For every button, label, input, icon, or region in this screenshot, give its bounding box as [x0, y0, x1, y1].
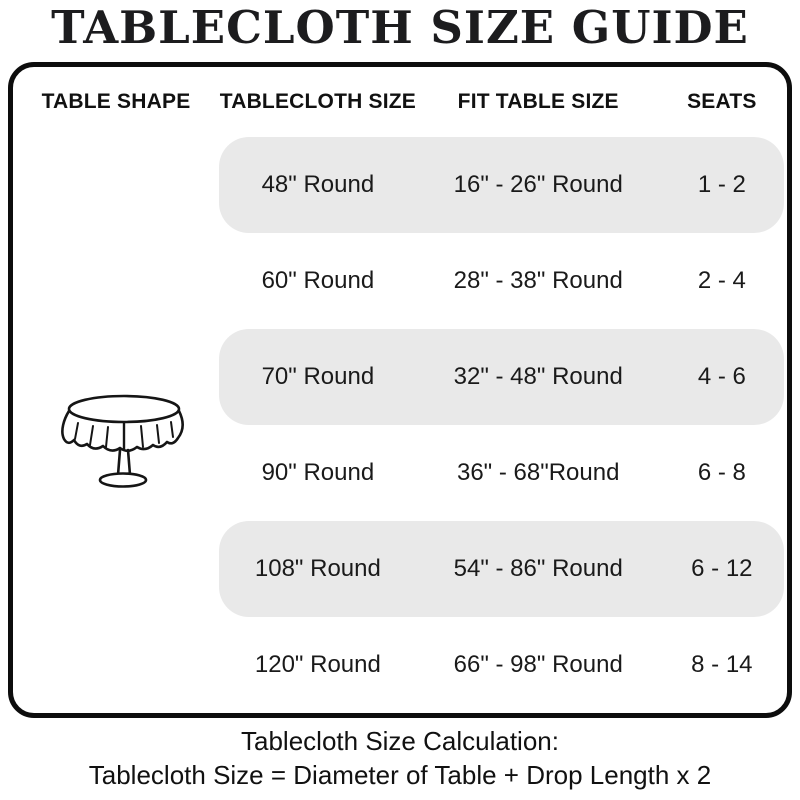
- fit-table-size-value: 28" - 38" Round: [453, 267, 623, 294]
- shape-cell: [13, 617, 219, 713]
- seats-value: 2 - 4: [697, 267, 746, 294]
- tablecloth-size-value: 90" Round: [261, 459, 375, 486]
- header-tablecloth-size: TABLECLOTH SIZE: [219, 90, 416, 113]
- seats-value: 6 - 8: [697, 459, 746, 486]
- header-seats: SEATS: [687, 90, 757, 113]
- row-band: [219, 329, 784, 425]
- seats-value: 1 - 2: [697, 171, 746, 198]
- fit-table-size-value: 54" - 86" Round: [453, 555, 623, 582]
- round-table-illustration: [57, 393, 193, 495]
- table-row: [13, 617, 787, 713]
- table-header-row: [13, 67, 787, 137]
- row-band: [219, 233, 784, 329]
- header-fit-table-size: FIT TABLE SIZE: [457, 90, 619, 113]
- tablecloth-size-value: 60" Round: [261, 267, 375, 294]
- size-table-panel: [8, 62, 792, 718]
- row-band: [219, 137, 784, 233]
- tablecloth-size-value: 48" Round: [261, 171, 375, 198]
- table-row: [13, 233, 787, 329]
- calculation-formula: Tablecloth Size = Diameter of Table + Drop Length x 2: [88, 760, 712, 790]
- seats-value: 8 - 14: [691, 651, 753, 678]
- table-row: [13, 137, 787, 233]
- fit-table-size-value: 66" - 98" Round: [453, 651, 623, 678]
- row-band: [219, 521, 784, 617]
- tablecloth-size-value: 108" Round: [254, 555, 381, 582]
- tablecloth-size-value: 120" Round: [254, 651, 381, 678]
- shape-cell: [13, 137, 219, 233]
- shape-cell: [13, 521, 219, 617]
- header-table-shape: TABLE SHAPE: [41, 90, 191, 113]
- seats-value: 4 - 6: [697, 363, 746, 390]
- page-title: TABLECLOTH SIZE GUIDE: [51, 1, 749, 54]
- row-band: [219, 617, 784, 713]
- fit-table-size-value: 32" - 48" Round: [453, 363, 623, 390]
- row-band: [219, 425, 784, 521]
- calculation-title: Tablecloth Size Calculation:: [241, 726, 559, 756]
- calculation-note: [0, 724, 800, 792]
- shape-cell: [13, 233, 219, 329]
- header-columns: [219, 90, 784, 114]
- seats-value: 6 - 12: [691, 555, 753, 582]
- table-row: [13, 521, 787, 617]
- tablecloth-size-value: 70" Round: [261, 363, 375, 390]
- fit-table-size-value: 36" - 68"Round: [456, 459, 620, 486]
- fit-table-size-value: 16" - 26" Round: [453, 171, 623, 198]
